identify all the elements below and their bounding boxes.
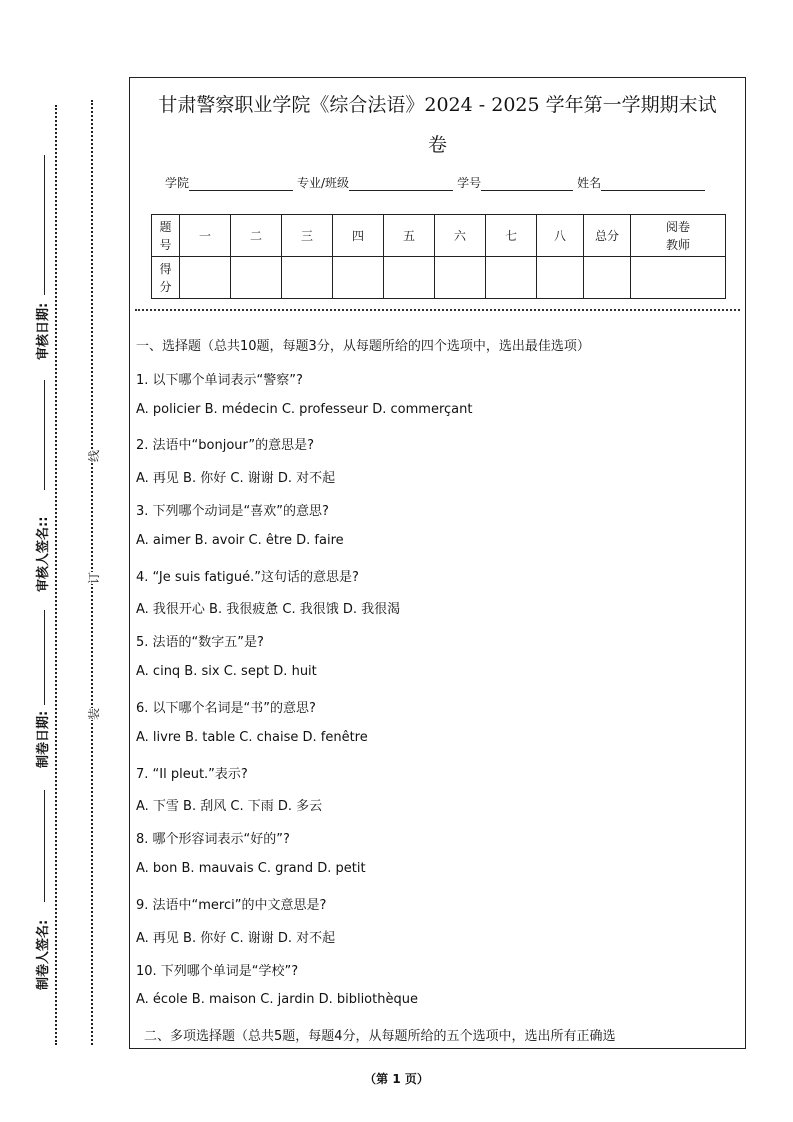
binding-word-zhuang: 装 (87, 707, 101, 720)
col-2: 二 (231, 215, 282, 257)
binding-dotted-line-outer (55, 105, 57, 1045)
question-5: 5. 法语的“数字五”是? (136, 635, 264, 650)
major-class-label: 专业/班级 (297, 176, 350, 190)
score-cell-4[interactable] (333, 257, 384, 299)
name-label: 姓名 (577, 176, 602, 190)
score-cell-total[interactable] (584, 257, 631, 299)
score-table (151, 214, 726, 299)
options-5: A. cinq B. six C. sept D. huit (136, 664, 317, 679)
score-cell-3[interactable] (282, 257, 333, 299)
college-blank[interactable] (189, 178, 293, 191)
options-7: A. 下雪 B. 刮风 C. 下雨 D. 多云 (136, 799, 323, 814)
score-cell-1[interactable] (180, 257, 231, 299)
options-10: A. école B. maison C. jardin D. bibliothèque (136, 992, 418, 1007)
options-9: A. 再见 B. 你好 C. 谢谢 D. 对不起 (136, 931, 336, 946)
reviewer-sign-label: 审核人签名:: (36, 516, 51, 592)
options-4: A. 我很开心 B. 我很疲惫 C. 我很饿 D. 我很渴 (136, 602, 401, 617)
col-total: 总分 (584, 215, 631, 257)
exam-title-cont: 卷 (427, 134, 447, 156)
score-cell-5[interactable] (384, 257, 435, 299)
reviewer-sign-blank (44, 380, 45, 490)
review-date-blank (44, 155, 45, 295)
col-4: 四 (333, 215, 384, 257)
col-1: 一 (180, 215, 231, 257)
section2-heading: 二、多项选择题（总共5题，每题4分，从每题所给的五个选项中，选出所有正确选 (144, 1029, 616, 1044)
student-id-blank[interactable] (481, 178, 573, 191)
maker-sign-blank (44, 790, 45, 902)
question-4: 4. “Je suis fatigué.”这句话的意思是? (136, 570, 359, 585)
maker-sign-label: 制卷人签名: (36, 919, 51, 990)
exam-title: 甘肃警察职业学院《综合法语》2024 - 2025 学年第一学期期末试 (158, 94, 717, 116)
college-label: 学院 (165, 176, 190, 190)
question-7: 7. “Il pleut.”表示? (136, 767, 248, 782)
student-id-label: 学号 (457, 176, 482, 190)
options-8: A. bon B. mauvais C. grand D. petit (136, 861, 366, 876)
question-9: 9. 法语中“merci”的中文意思是? (136, 898, 327, 913)
page-number: （第 1 页） (364, 1072, 429, 1086)
question-8: 8. 哪个形容词表示“好的”? (136, 832, 290, 847)
options-1: A. policier B. médecin C. professeur D. commerçant (136, 402, 473, 417)
teacher-head: 阅卷 教师 (631, 215, 726, 257)
col-3: 三 (282, 215, 333, 257)
exam-frame (129, 77, 746, 1049)
question-2: 2. 法语中“bonjour”的意思是? (136, 438, 315, 453)
question-10: 10. 下列哪个单词是“学校”? (136, 964, 299, 979)
name-blank[interactable] (601, 178, 705, 191)
score-cell-teacher[interactable] (631, 257, 726, 299)
student-info-row (165, 174, 709, 191)
header-separator (135, 309, 740, 311)
review-date-label: 审核日期: (36, 302, 51, 360)
score-cell-8[interactable] (537, 257, 584, 299)
score-cell-2[interactable] (231, 257, 282, 299)
score-head: 得 分 (152, 257, 180, 299)
major-class-blank[interactable] (349, 178, 453, 191)
question-6: 6. 以下哪个名词是“书”的意思? (136, 701, 316, 716)
score-cell-7[interactable] (486, 257, 537, 299)
score-table-header-row (152, 215, 726, 257)
col-5: 五 (384, 215, 435, 257)
options-6: A. livre B. table C. chaise D. fenêtre (136, 730, 368, 745)
col-7: 七 (486, 215, 537, 257)
question-number-head: 题 号 (152, 215, 180, 257)
binding-word-ding: 订 (87, 571, 101, 584)
score-cell-6[interactable] (435, 257, 486, 299)
binding-word-xian: 线 (87, 449, 101, 462)
question-1: 1. 以下哪个单词表示“警察”? (136, 373, 303, 388)
score-table-score-row (152, 257, 726, 299)
options-3: A. aimer B. avoir C. être D. faire (136, 533, 344, 548)
make-date-blank (44, 610, 45, 705)
options-2: A. 再见 B. 你好 C. 谢谢 D. 对不起 (136, 471, 336, 486)
question-3: 3. 下列哪个动词是“喜欢”的意思? (136, 504, 329, 519)
col-6: 六 (435, 215, 486, 257)
section1-heading: 一、选择题（总共10题，每题3分，从每题所给的四个选项中，选出最佳选项） (136, 339, 590, 354)
make-date-label: 制卷日期: (36, 710, 51, 768)
col-8: 八 (537, 215, 584, 257)
